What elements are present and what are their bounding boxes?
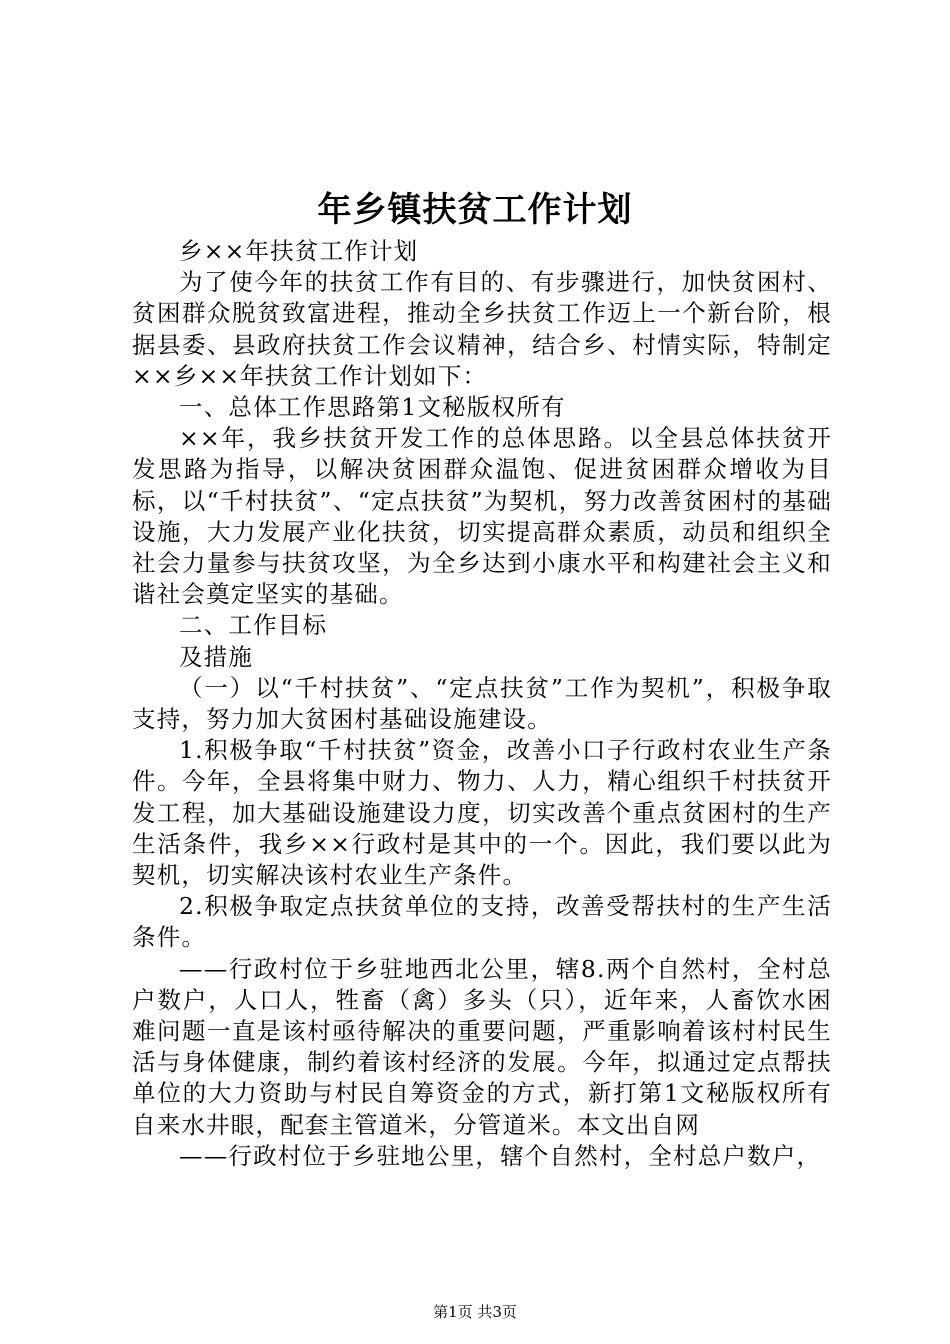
- paragraph-item-one: 1.积极争取“千村扶贫”资金，改善小口子行政村农业生产条件。今年，全县将集中财力、物力、人力，精心组织千村扶贫开发工程，加大基础设施建设力度，切实改善个重点贫困村的生产生活条件，我乡××行政村是其中的一个。因此，我们要以此为契机，切实解决该村农业生产条件。: [132, 736, 832, 890]
- paragraph-village-one: ——行政村位于乡驻地西北公里，辖8.两个自然村，全村总户数户，人口人，牲畜（禽）多头（只），近年来，人畜饮水困难问题一直是该村亟待解决的重要问题，严重影响着该村村民生活与身体健康，制约着该村经济的发展。今年，拟通过定点帮扶单位的大力资助与村民自筹资金的方式，新打第1文秘版权所有自来水井眼，配套主管道米，分管道米。本文出自网: [132, 954, 832, 1139]
- paragraph-subsection-one: （一）以“千村扶贫”、“定点扶贫”工作为契机”，积极争取支持，努力加大贫困村基础设施建设。: [132, 673, 832, 734]
- paragraph-overall-approach: ××年，我乡扶贫开发工作的总体思路。以全县总体扶贫开发思路为指导，以解决贫困群众温饱、促进贫困群众增收为目标，以“千村扶贫”、“定点扶贫”为契机，努力改善贫困村的基础设施，大力发展产业化扶贫，切实提高群众素质，动员和组织全社会力量参与扶贫攻坚，为全乡达到小康水平和构建社会主义和谐社会奠定坚实的基础。: [132, 424, 832, 609]
- paragraph-section-two-heading-cont: 及措施: [179, 642, 254, 671]
- paragraph-item-two: 2.积极争取定点扶贫单位的支持，改善受帮扶村的生产生活条件。: [132, 892, 832, 952]
- paragraph-intro: 为了使今年的扶贫工作有目的、有步骤进行，加快贫困村、贫困群众脱贫致富进程，推动全乡扶贫工作迈上一个新台阶，根据县委、县政府扶贫工作会议精神，结合乡、村情实际，特制定××乡××年扶贫工作计划如下：: [132, 268, 832, 390]
- paragraph-section-two-heading: 二、工作目标: [179, 611, 328, 640]
- paragraph-village-two: ——行政村位于乡驻地公里，辖个自然村，全村总户数户，: [179, 1141, 822, 1170]
- document-body: [132, 236, 832, 1172]
- document-title: 年乡镇扶贫工作计划: [317, 190, 633, 230]
- paragraph-section-one-heading: 一、总体工作思路第1文秘版权所有: [179, 393, 566, 422]
- paragraph-plan-heading: 乡××年扶贫工作计划: [179, 237, 419, 265]
- page-footer: 第1页 共3页: [433, 1303, 517, 1321]
